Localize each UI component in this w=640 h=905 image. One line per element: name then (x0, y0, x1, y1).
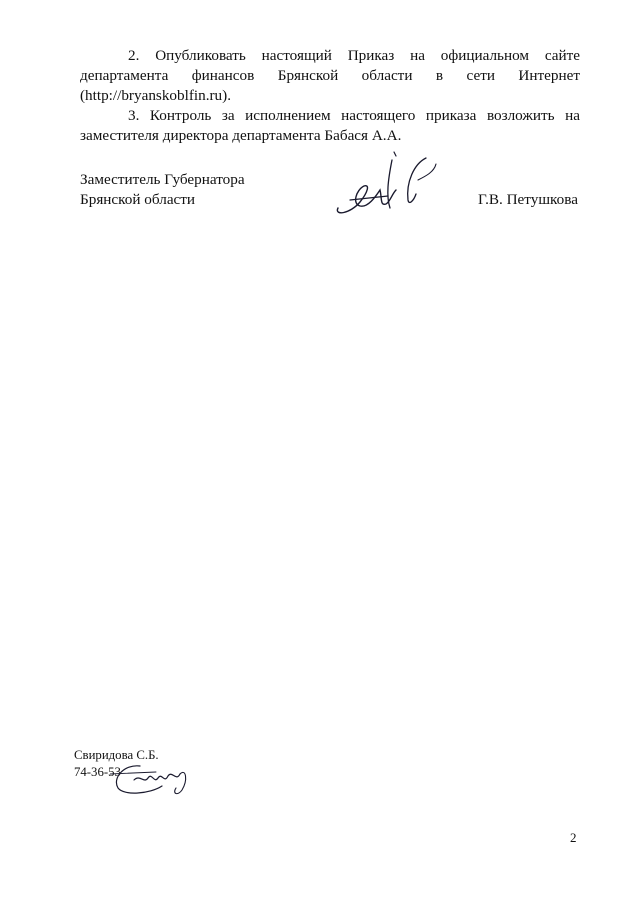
executor-phone: 74-36-53 (74, 765, 121, 779)
paragraph-control: 3. Контроль за исполнением настоящего приказа возложить на заместителя директора департамента Бабася А.А. (80, 107, 580, 144)
signatory-position-line1: Заместитель Губернатора (80, 171, 245, 188)
handwritten-signature-icon (330, 150, 440, 220)
document-body (80, 46, 580, 146)
page-number: 2 (570, 830, 577, 845)
paragraph-publish: 2. Опубликовать настоящий Приказ на официальном сайте департамента финансов Брянской области в сети Интернет (http://bryanskoblfin.ru). (80, 47, 580, 104)
signatory-position (80, 170, 245, 210)
signatory-position-line2: Брянской области (80, 191, 196, 208)
executor-signature-icon (110, 760, 190, 800)
executor-name: Свиридова С.Б. (74, 748, 159, 762)
signatory-name: Г.В. Петушкова (478, 191, 578, 208)
